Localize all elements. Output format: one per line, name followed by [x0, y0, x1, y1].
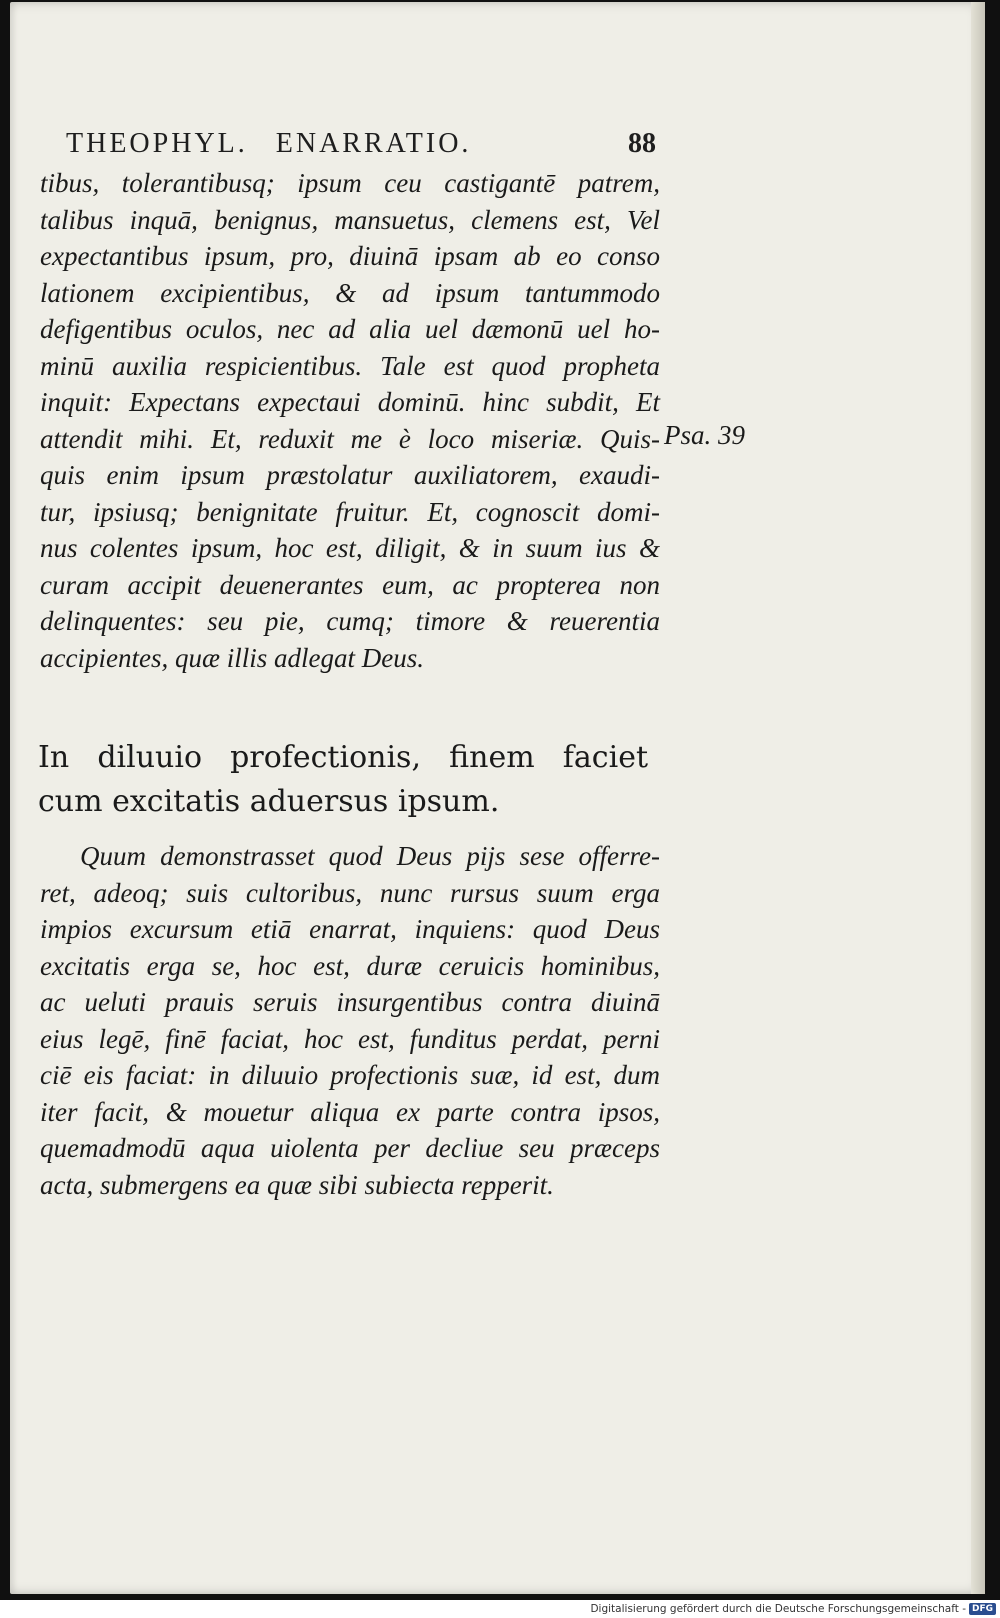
running-header-right: ENARRATIO. — [275, 128, 472, 159]
text-line: ac ueluti prauis seruis insurgentibus contra diuinā — [40, 987, 660, 1017]
dfg-logo: DFG — [969, 1603, 996, 1615]
text-line: excitatis erga se, hoc est, duræ ceruicis hominibus, — [40, 950, 660, 981]
text-line: tur, ipsiusq; benignitate fruitur. Et, cognoscit domi- — [40, 496, 660, 527]
running-header-left: THEOPHYL. — [66, 128, 248, 159]
section-heading — [38, 736, 648, 824]
page-edge — [971, 2, 985, 1594]
text-line: inquit: Expectans expectaui dominū. hinc subdit, Et — [40, 387, 660, 417]
digitization-footer — [0, 1600, 1000, 1618]
text-line: quis enim ipsum præstolatur auxiliatorem, exaudi- — [40, 460, 660, 490]
text-line: impios excursum etiā enarrat, inquiens: quod Deus — [40, 914, 660, 944]
text-line: ciē eis faciat: in diluuio profectionis suæ, id est, dum — [40, 1060, 660, 1090]
footer-text: Digitalisierung gefördert durch die Deutsche Forschungsgemeinschaft - — [590, 1603, 966, 1615]
text-line: attendit mihi. Et, reduxit me è loco miseriæ. Quis- — [40, 423, 660, 454]
text-line: acta, submergens ea quæ sibi subiecta repperit. — [40, 1169, 554, 1200]
text-line: accipientes, quæ illis adlegat Deus. — [40, 642, 424, 673]
paragraph-1 — [40, 165, 660, 676]
text-line: ret, adeoq; suis cultoribus, nunc rursus suum erga — [40, 877, 660, 908]
text-line: defigentibus oculos, nec ad alia uel dæmonū uel ho- — [40, 314, 660, 344]
text-line: nus colentes ipsum, hoc est, diligit, & in suum ius & — [40, 533, 660, 563]
text-line: Quum demonstrasset quod Deus pijs sese offerre- — [80, 841, 660, 871]
text-line: expectantibus ipsum, pro, diuinā ipsam ab eo conso — [40, 241, 660, 271]
text-line: iter facit, & mouetur aliqua ex parte contra ipsos, — [40, 1096, 660, 1127]
text-line: eius legē, finē faciat, hoc est, funditus perdat, perni — [40, 1023, 660, 1054]
text-line: tibus, tolerantibusq; ipsum ceu castigantē patrem, — [40, 168, 660, 198]
text-line: delinquentes: seu pie, cumq; timore & reuerentia — [40, 606, 660, 636]
page-number: 88 — [628, 128, 656, 159]
paragraph-2 — [40, 838, 660, 1203]
text-line: lationem excipientibus, & ad ipsum tantummodo — [40, 277, 660, 308]
heading-line: cum excitatis aduersus ipsum. — [38, 784, 500, 819]
text-line: minū auxilia respicientibus. Tale est quod propheta — [40, 350, 660, 381]
marginal-note: Psa. 39 — [664, 420, 745, 450]
running-header — [66, 128, 656, 168]
text-line: talibus inquā, benignus, mansuetus, clemens est, Vel — [40, 204, 660, 235]
heading-line: In diluuio profectionis, finem faciet — [38, 740, 648, 775]
text-line: quemadmodū aqua uiolenta per decliue seu præceps — [40, 1133, 660, 1163]
text-line: curam accipit deuenerantes eum, ac propterea non — [40, 569, 660, 600]
